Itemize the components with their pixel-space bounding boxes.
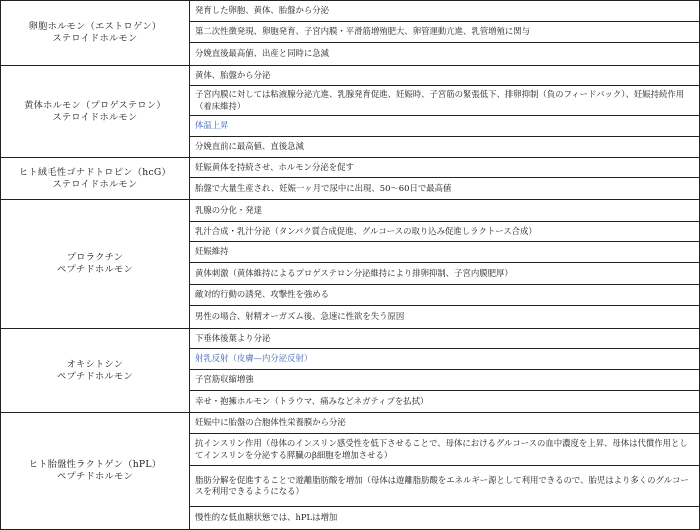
hormone-name: ヒト胎盤性ラクトゲン（hPL）: [28, 459, 162, 470]
hormone-type: ステロイドホルモン: [52, 33, 138, 44]
hormone-name: ヒト絨毛性ゴナドトロピン（hcG）: [18, 166, 172, 178]
hormone-row: [1, 200, 699, 329]
effect-item: 妊娠黄体を持続させ、ホルモン分泌を促す: [190, 158, 699, 178]
hormone-effects: [190, 413, 699, 529]
hormone-name: プロラクチン: [66, 252, 124, 263]
hormone-row: [1, 158, 699, 200]
effect-item: 分娩直前に最高値、直後急減: [195, 141, 304, 152]
effect-item: 第二次性徴発現、卵胞発育、子宮内膜・平滑筋増殖肥大、卵管運動亢進、乳管増殖に関与: [190, 22, 699, 43]
hormone-name-cell: [1, 329, 190, 412]
hormone-row: [1, 329, 699, 413]
hormone-effects: [190, 1, 699, 65]
effect-item: 子宮筋収縮増強: [190, 370, 699, 391]
hormone-effects: [190, 329, 699, 412]
effect-item: 乳汁合成・乳汁分泌（タンパク質合成促進、グルコースの取り込み促進しラクトース合成）: [190, 222, 699, 242]
hormone-name-cell: [1, 158, 190, 199]
effect-item: 分娩直後最高値、出産と同時に急減: [195, 48, 329, 59]
hormone-name: 卵胞ホルモン（エストロゲン）: [28, 21, 162, 32]
effect-item: 黄体、胎盤から分泌: [190, 66, 699, 86]
hormone-row: [1, 413, 699, 529]
effect-item: 妊娠維持: [190, 242, 699, 263]
hormone-name-cell: [1, 413, 190, 529]
effect-item: 子宮内膜に対しては粘液腺分泌亢進、乳腺発育促進、妊娠時、子宮筋の緊張低下、排卵抑制（負のフィードバック）、妊娠持続作用（着床維持）: [190, 86, 699, 116]
effect-item-highlight: 体温上昇: [190, 116, 699, 137]
hormone-name: オキシトシン: [66, 358, 124, 370]
hormone-name-cell: [1, 1, 190, 65]
hormone-name-cell: [1, 66, 190, 157]
hormone-type: ペプチドホルモン: [57, 370, 133, 382]
effect-item: 男性の場合、射精オーガズム後、急速に性欲を失う原因: [195, 311, 405, 322]
effect-item: 慢性的な低血糖状態では、hPLは増加: [195, 512, 338, 523]
effect-item: 敵対的行動の誘発、攻撃性を強める: [190, 285, 699, 306]
effect-item: 乳腺の分化・発達: [190, 200, 699, 222]
hormone-effects: [190, 200, 699, 328]
effect-item: 妊娠中に胎盤の合胞体性栄養膜から分泌: [190, 413, 699, 434]
effect-item: 抗インスリン作用（母体のインスリン感受性を低下させることで、母体におけるグルコースの血中濃度を上昇、母体は代償作用としてインスリンを分泌する膵臓のβ細胞を増加させる）: [190, 434, 699, 466]
effect-item: 幸せ・抱擁ホルモン（トラウマ、痛みなどネガティブを払拭）: [195, 395, 429, 406]
hormone-type: ペプチドホルモン: [57, 264, 133, 275]
hormone-row: [1, 66, 699, 158]
effect-item: 脂肪分解を促進することで遊離脂肪酸を増加（母体は遊離脂肪酸をエネルギー源として利用できるので、胎児はより多くのグルコースを利用できるようになる）: [190, 466, 699, 507]
hormone-name: 黄体ホルモン（プロゲステロン）: [24, 99, 166, 111]
hormone-effects: [190, 66, 699, 157]
effect-item: 発育した卵胞、黄体、胎盤から分泌: [190, 1, 699, 22]
effect-item: 下垂体後葉より分泌: [190, 329, 699, 349]
hormone-effects: [190, 158, 699, 199]
hormone-type: ペプチドホルモン: [57, 471, 133, 482]
effect-item-highlight: 射乳反射（皮膚—内分泌反射）: [190, 349, 699, 370]
effect-item: 胎盤で大量生産され、妊娠一ヶ月で尿中に出現、50〜60日で最高値: [195, 182, 452, 193]
effect-item: 黄体刺激（黄体維持によるプロゲステロン分泌維持により排卵抑制、子宮内膜肥厚）: [190, 263, 699, 285]
hormone-row: [1, 1, 699, 66]
hormone-name-cell: [1, 200, 190, 328]
hormone-type: ステロイドホルモン: [52, 111, 138, 123]
hormone-type: ステロイドホルモン: [52, 178, 138, 190]
